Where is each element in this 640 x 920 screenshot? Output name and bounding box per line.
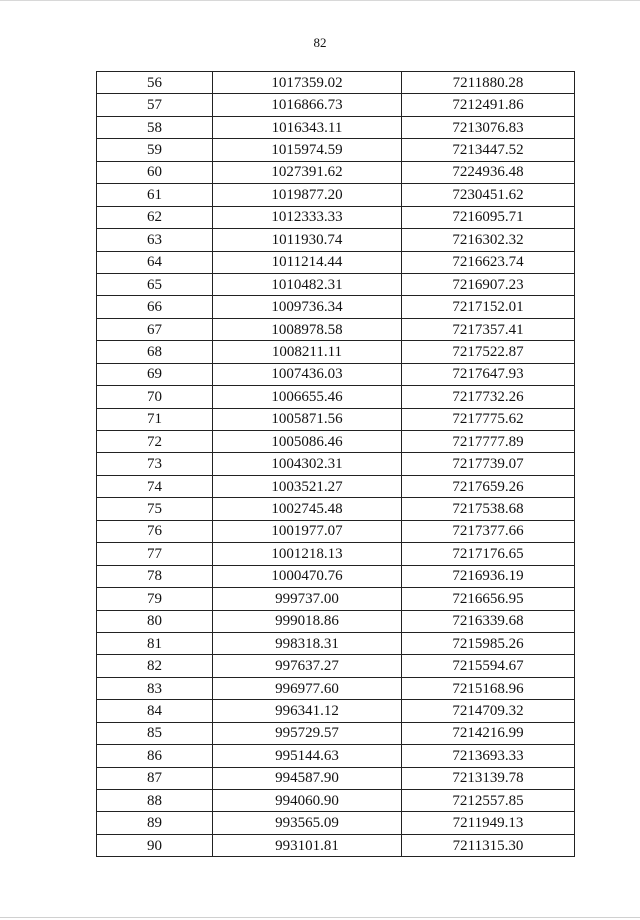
y-coordinate-cell: 7217357.41 bbox=[402, 318, 575, 340]
x-coordinate-cell: 1002745.48 bbox=[213, 498, 402, 520]
y-coordinate-cell: 7212557.85 bbox=[402, 790, 575, 812]
x-coordinate-cell: 1003521.27 bbox=[213, 475, 402, 497]
x-coordinate-cell: 1016866.73 bbox=[213, 94, 402, 116]
table-row bbox=[97, 700, 575, 722]
x-coordinate-cell: 1015974.59 bbox=[213, 139, 402, 161]
x-coordinate-cell: 994587.90 bbox=[213, 767, 402, 789]
point-number-cell: 69 bbox=[97, 363, 213, 385]
table-row bbox=[97, 139, 575, 161]
scan-edge-bottom bbox=[0, 917, 640, 918]
point-number-cell: 58 bbox=[97, 116, 213, 138]
point-number-cell: 90 bbox=[97, 834, 213, 856]
table-row bbox=[97, 94, 575, 116]
table-row bbox=[97, 229, 575, 251]
y-coordinate-cell: 7217659.26 bbox=[402, 475, 575, 497]
point-number-cell: 65 bbox=[97, 273, 213, 295]
coordinate-table bbox=[96, 71, 575, 857]
table-row bbox=[97, 588, 575, 610]
table-row bbox=[97, 498, 575, 520]
x-coordinate-cell: 1016343.11 bbox=[213, 116, 402, 138]
table-row bbox=[97, 790, 575, 812]
point-number-cell: 70 bbox=[97, 386, 213, 408]
table-row bbox=[97, 565, 575, 587]
x-coordinate-cell: 1008211.11 bbox=[213, 341, 402, 363]
y-coordinate-cell: 7213139.78 bbox=[402, 767, 575, 789]
y-coordinate-cell: 7216936.19 bbox=[402, 565, 575, 587]
table-row bbox=[97, 767, 575, 789]
table-row bbox=[97, 722, 575, 744]
x-coordinate-cell: 1005086.46 bbox=[213, 431, 402, 453]
x-coordinate-cell: 1004302.31 bbox=[213, 453, 402, 475]
point-number-cell: 72 bbox=[97, 431, 213, 453]
x-coordinate-cell: 998318.31 bbox=[213, 632, 402, 654]
y-coordinate-cell: 7211949.13 bbox=[402, 812, 575, 834]
x-coordinate-cell: 1017359.02 bbox=[213, 72, 402, 94]
x-coordinate-cell: 996341.12 bbox=[213, 700, 402, 722]
point-number-cell: 60 bbox=[97, 161, 213, 183]
table-row bbox=[97, 475, 575, 497]
y-coordinate-cell: 7213076.83 bbox=[402, 116, 575, 138]
point-number-cell: 71 bbox=[97, 408, 213, 430]
y-coordinate-cell: 7216339.68 bbox=[402, 610, 575, 632]
y-coordinate-cell: 7213693.33 bbox=[402, 745, 575, 767]
x-coordinate-cell: 997637.27 bbox=[213, 655, 402, 677]
x-coordinate-cell: 1011214.44 bbox=[213, 251, 402, 273]
y-coordinate-cell: 7217377.66 bbox=[402, 520, 575, 542]
x-coordinate-cell: 1008978.58 bbox=[213, 318, 402, 340]
y-coordinate-cell: 7217176.65 bbox=[402, 543, 575, 565]
point-number-cell: 63 bbox=[97, 229, 213, 251]
x-coordinate-cell: 1000470.76 bbox=[213, 565, 402, 587]
table-row bbox=[97, 273, 575, 295]
point-number-cell: 62 bbox=[97, 206, 213, 228]
y-coordinate-cell: 7217152.01 bbox=[402, 296, 575, 318]
table-row bbox=[97, 251, 575, 273]
y-coordinate-cell: 7217775.62 bbox=[402, 408, 575, 430]
y-coordinate-cell: 7217538.68 bbox=[402, 498, 575, 520]
table-row bbox=[97, 453, 575, 475]
point-number-cell: 78 bbox=[97, 565, 213, 587]
x-coordinate-cell: 1001977.07 bbox=[213, 520, 402, 542]
y-coordinate-cell: 7217732.26 bbox=[402, 386, 575, 408]
x-coordinate-cell: 999737.00 bbox=[213, 588, 402, 610]
point-number-cell: 79 bbox=[97, 588, 213, 610]
x-coordinate-cell: 1011930.74 bbox=[213, 229, 402, 251]
y-coordinate-cell: 7217739.07 bbox=[402, 453, 575, 475]
point-number-cell: 75 bbox=[97, 498, 213, 520]
x-coordinate-cell: 1007436.03 bbox=[213, 363, 402, 385]
table-row bbox=[97, 386, 575, 408]
x-coordinate-cell: 999018.86 bbox=[213, 610, 402, 632]
y-coordinate-cell: 7214216.99 bbox=[402, 722, 575, 744]
point-number-cell: 74 bbox=[97, 475, 213, 497]
point-number-cell: 66 bbox=[97, 296, 213, 318]
point-number-cell: 87 bbox=[97, 767, 213, 789]
y-coordinate-cell: 7215168.96 bbox=[402, 677, 575, 699]
y-coordinate-cell: 7211315.30 bbox=[402, 834, 575, 856]
y-coordinate-cell: 7217522.87 bbox=[402, 341, 575, 363]
table-row bbox=[97, 834, 575, 856]
point-number-cell: 86 bbox=[97, 745, 213, 767]
table-row bbox=[97, 610, 575, 632]
table-row bbox=[97, 318, 575, 340]
point-number-cell: 76 bbox=[97, 520, 213, 542]
x-coordinate-cell: 1019877.20 bbox=[213, 184, 402, 206]
table-row bbox=[97, 655, 575, 677]
point-number-cell: 56 bbox=[97, 72, 213, 94]
table-row bbox=[97, 161, 575, 183]
x-coordinate-cell: 993101.81 bbox=[213, 834, 402, 856]
y-coordinate-cell: 7216302.32 bbox=[402, 229, 575, 251]
point-number-cell: 57 bbox=[97, 94, 213, 116]
y-coordinate-cell: 7230451.62 bbox=[402, 184, 575, 206]
point-number-cell: 61 bbox=[97, 184, 213, 206]
table-row bbox=[97, 363, 575, 385]
coordinate-table-body bbox=[97, 72, 575, 857]
table-row bbox=[97, 184, 575, 206]
scan-edge-top bbox=[0, 0, 640, 1]
table-row bbox=[97, 206, 575, 228]
y-coordinate-cell: 7217647.93 bbox=[402, 363, 575, 385]
table-row bbox=[97, 408, 575, 430]
x-coordinate-cell: 996977.60 bbox=[213, 677, 402, 699]
x-coordinate-cell: 1012333.33 bbox=[213, 206, 402, 228]
point-number-cell: 84 bbox=[97, 700, 213, 722]
y-coordinate-cell: 7214709.32 bbox=[402, 700, 575, 722]
point-number-cell: 73 bbox=[97, 453, 213, 475]
point-number-cell: 82 bbox=[97, 655, 213, 677]
y-coordinate-cell: 7224936.48 bbox=[402, 161, 575, 183]
point-number-cell: 83 bbox=[97, 677, 213, 699]
x-coordinate-cell: 1006655.46 bbox=[213, 386, 402, 408]
table-row bbox=[97, 296, 575, 318]
table-row bbox=[97, 632, 575, 654]
page-number: 82 bbox=[313, 35, 327, 50]
y-coordinate-cell: 7215985.26 bbox=[402, 632, 575, 654]
x-coordinate-cell: 994060.90 bbox=[213, 790, 402, 812]
table-row bbox=[97, 341, 575, 363]
point-number-cell: 85 bbox=[97, 722, 213, 744]
y-coordinate-cell: 7213447.52 bbox=[402, 139, 575, 161]
table-row bbox=[97, 520, 575, 542]
x-coordinate-cell: 1009736.34 bbox=[213, 296, 402, 318]
y-coordinate-cell: 7217777.89 bbox=[402, 431, 575, 453]
x-coordinate-cell: 995144.63 bbox=[213, 745, 402, 767]
point-number-cell: 88 bbox=[97, 790, 213, 812]
y-coordinate-cell: 7216656.95 bbox=[402, 588, 575, 610]
point-number-cell: 68 bbox=[97, 341, 213, 363]
table-row bbox=[97, 677, 575, 699]
table-row bbox=[97, 812, 575, 834]
table-row bbox=[97, 72, 575, 94]
y-coordinate-cell: 7216907.23 bbox=[402, 273, 575, 295]
table-row bbox=[97, 116, 575, 138]
x-coordinate-cell: 1027391.62 bbox=[213, 161, 402, 183]
x-coordinate-cell: 1005871.56 bbox=[213, 408, 402, 430]
table-row bbox=[97, 431, 575, 453]
y-coordinate-cell: 7216095.71 bbox=[402, 206, 575, 228]
point-number-cell: 81 bbox=[97, 632, 213, 654]
point-number-cell: 77 bbox=[97, 543, 213, 565]
y-coordinate-cell: 7212491.86 bbox=[402, 94, 575, 116]
table-row bbox=[97, 543, 575, 565]
y-coordinate-cell: 7211880.28 bbox=[402, 72, 575, 94]
point-number-cell: 67 bbox=[97, 318, 213, 340]
x-coordinate-cell: 993565.09 bbox=[213, 812, 402, 834]
point-number-cell: 64 bbox=[97, 251, 213, 273]
table-row bbox=[97, 745, 575, 767]
y-coordinate-cell: 7216623.74 bbox=[402, 251, 575, 273]
point-number-cell: 59 bbox=[97, 139, 213, 161]
point-number-cell: 80 bbox=[97, 610, 213, 632]
x-coordinate-cell: 1010482.31 bbox=[213, 273, 402, 295]
y-coordinate-cell: 7215594.67 bbox=[402, 655, 575, 677]
x-coordinate-cell: 1001218.13 bbox=[213, 543, 402, 565]
x-coordinate-cell: 995729.57 bbox=[213, 722, 402, 744]
point-number-cell: 89 bbox=[97, 812, 213, 834]
